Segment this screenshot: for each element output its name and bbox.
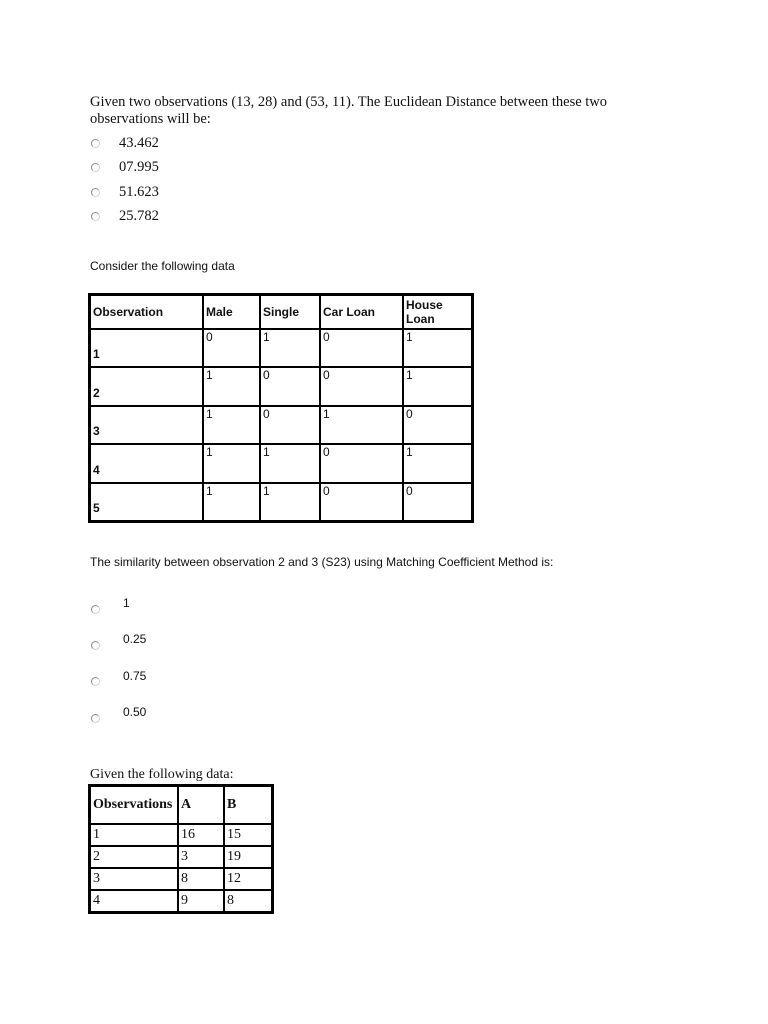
option-label: 43.462 (119, 134, 159, 151)
option-label: 0.50 (123, 705, 147, 720)
table-cell: 1 (403, 367, 472, 405)
question-1-options (90, 131, 650, 229)
question-2-option-4[interactable] (90, 697, 146, 733)
table-cell: 1 (203, 483, 260, 521)
table-row (90, 824, 272, 846)
header-cell: A (178, 786, 224, 824)
question-1-option-3[interactable] (90, 180, 650, 205)
table-cell: 9 (178, 890, 224, 912)
table-cell: 1 (320, 406, 403, 444)
header-cell: Male (203, 295, 260, 329)
table-cell: 0 (320, 367, 403, 405)
question-2-option-1[interactable] (90, 588, 146, 624)
header-cell: Car Loan (320, 295, 403, 329)
table-header-row (90, 786, 272, 824)
table-cell: 3 (178, 846, 224, 868)
option-label: 51.623 (119, 183, 159, 200)
table-cell: 8 (178, 868, 224, 890)
header-cell: Single (260, 295, 320, 329)
radio-button[interactable] (91, 163, 100, 172)
radio-button[interactable] (91, 605, 100, 614)
observation-table (88, 293, 474, 523)
table-cell: 1 (260, 483, 320, 521)
radio-button[interactable] (91, 188, 100, 197)
option-label: 07.995 (119, 159, 159, 176)
section-2-intro: Consider the following data (90, 259, 235, 273)
table-cell: 1 (90, 824, 178, 846)
table-row (90, 890, 272, 912)
table-cell: 1 (203, 367, 260, 405)
table-cell: 4 (90, 890, 178, 912)
question-2-option-2[interactable] (90, 624, 146, 660)
table-cell: 0 (320, 444, 403, 482)
question-2-option-3[interactable] (90, 661, 146, 697)
table-cell: 3 (90, 868, 178, 890)
table-row (90, 406, 472, 444)
table-cell: 4 (90, 444, 203, 482)
table-cell: 5 (90, 483, 203, 521)
header-cell: House Loan (403, 295, 472, 329)
radio-button[interactable] (91, 641, 100, 650)
header-cell: Observation (90, 295, 203, 329)
question-1-option-4[interactable] (90, 205, 650, 230)
table-cell: 0 (403, 483, 472, 521)
table-cell: 12 (224, 868, 272, 890)
table-cell: 2 (90, 846, 178, 868)
table-cell: 0 (203, 329, 260, 367)
option-label: 0.75 (123, 668, 147, 683)
table-row (90, 846, 272, 868)
table-cell: 0 (260, 367, 320, 405)
table-row (90, 329, 472, 367)
radio-button[interactable] (91, 139, 100, 148)
option-label: 0.25 (123, 632, 147, 647)
table-cell: 1 (260, 444, 320, 482)
header-cell: B (224, 786, 272, 824)
radio-button[interactable] (91, 212, 100, 221)
table-cell: 1 (403, 329, 472, 367)
question-1 (90, 94, 650, 229)
table-cell: 0 (260, 406, 320, 444)
table-cell: 0 (320, 483, 403, 521)
table-cell: 3 (90, 406, 203, 444)
question-1-option-2[interactable] (90, 156, 650, 181)
table-row (90, 483, 472, 521)
radio-button[interactable] (91, 714, 100, 723)
radio-button[interactable] (91, 677, 100, 686)
observations-ab-table (88, 784, 274, 914)
section-3-intro: Given the following data: (90, 767, 234, 782)
question-2-text: The similarity between observation 2 and 3 (S23) using Matching Coefficient Method is: (90, 555, 554, 569)
option-label: 1 (123, 596, 130, 611)
table-cell: 1 (260, 329, 320, 367)
table-cell: 19 (224, 846, 272, 868)
table-row (90, 444, 472, 482)
table-header-row (90, 295, 472, 329)
table-row (90, 367, 472, 405)
table-cell: 16 (178, 824, 224, 846)
table-cell: 15 (224, 824, 272, 846)
table-cell: 2 (90, 367, 203, 405)
table-cell: 1 (90, 329, 203, 367)
option-label: 25.782 (119, 208, 159, 225)
table-cell: 1 (203, 444, 260, 482)
table-cell: 1 (203, 406, 260, 444)
table-cell: 0 (320, 329, 403, 367)
question-1-text: Given two observations (13, 28) and (53, 11). The Euclidean Distance between these two observations will be: (90, 94, 608, 127)
header-cell: Observations (90, 786, 178, 824)
table-cell: 0 (403, 406, 472, 444)
question-1-option-1[interactable] (90, 131, 650, 156)
table-row (90, 868, 272, 890)
question-2-options (90, 588, 146, 733)
table-cell: 1 (403, 444, 472, 482)
table-cell: 8 (224, 890, 272, 912)
